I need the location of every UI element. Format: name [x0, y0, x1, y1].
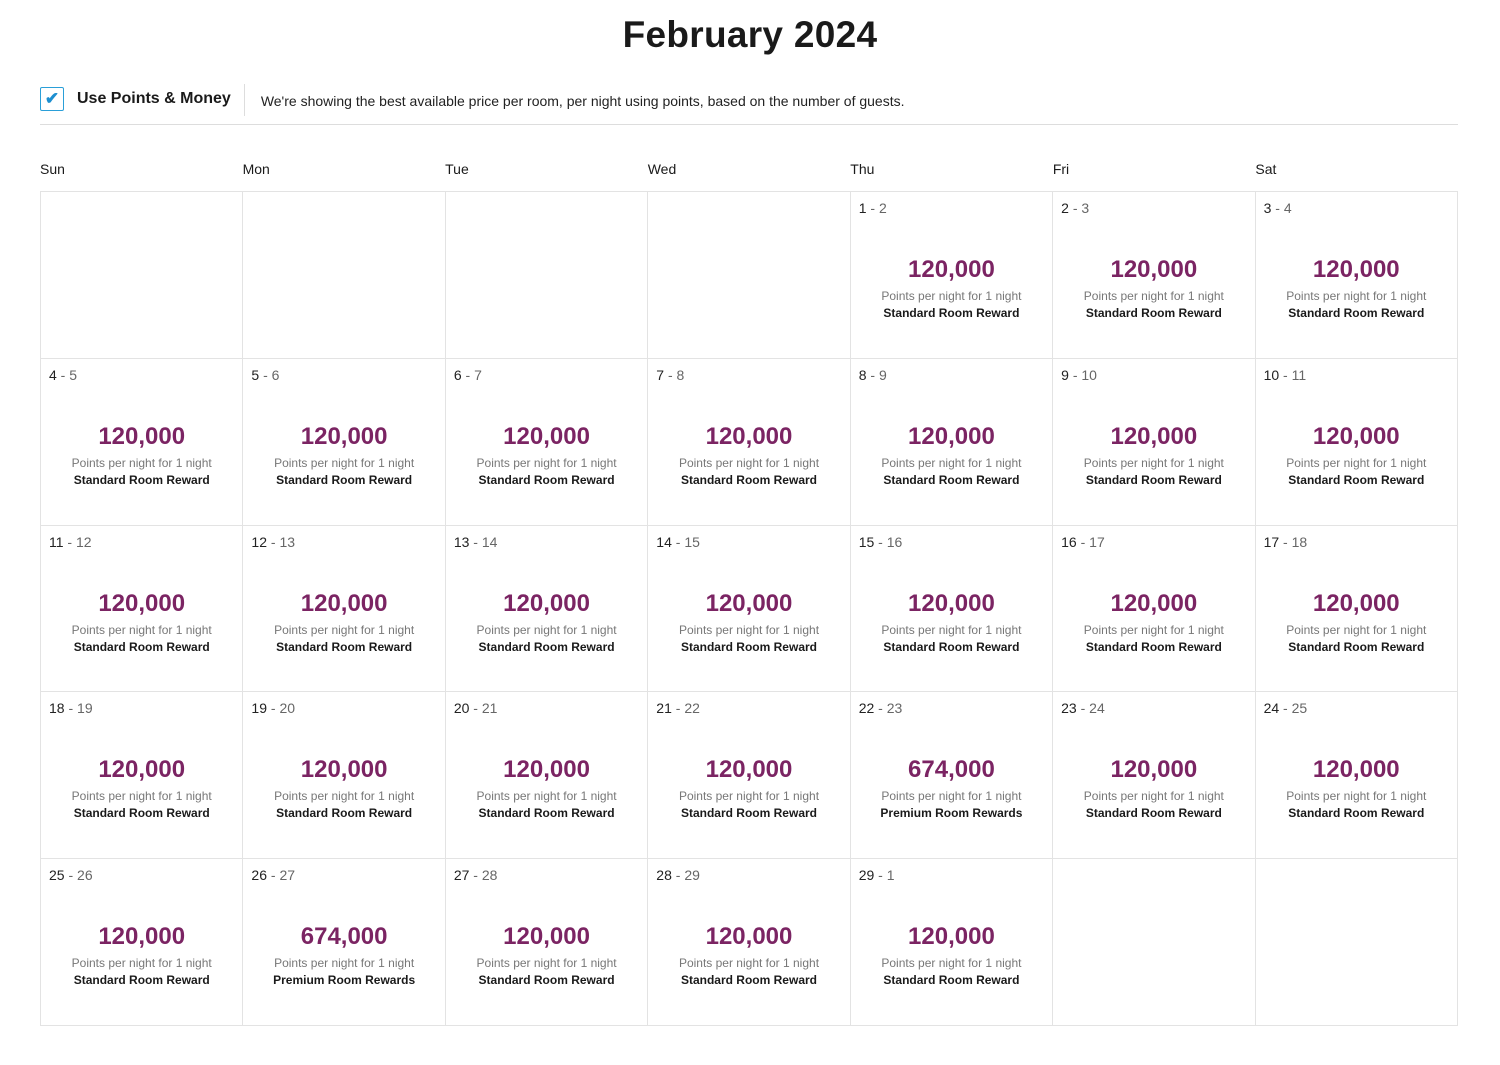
day-cell[interactable]: [243, 359, 445, 526]
date-separator: -: [1076, 533, 1090, 550]
per-night-label: Points per night for 1 night: [476, 455, 617, 470]
points-price: 120,000: [98, 756, 186, 784]
points-price: 120,000: [98, 589, 186, 617]
check-in-date: 18: [49, 700, 65, 717]
check-in-date: 26: [251, 867, 267, 884]
use-points-money-checkbox[interactable]: [40, 87, 64, 111]
date-range: [251, 367, 279, 383]
per-night-label: Points per night for 1 night: [881, 789, 1022, 804]
points-price: 674,000: [300, 923, 388, 951]
date-range: [49, 700, 93, 716]
weekday-tue: Tue: [445, 161, 469, 177]
date-range: [1264, 200, 1292, 216]
per-night-label: Points per night for 1 night: [1083, 289, 1224, 303]
check-out-date: 24: [1089, 700, 1105, 717]
weekday-thu: Thu: [850, 161, 875, 177]
check-in-date: 3: [1263, 200, 1272, 216]
reward-type: Standard Room Reward: [1085, 806, 1222, 821]
check-out-date: 12: [76, 533, 92, 550]
points-price: 120,000: [503, 756, 590, 784]
per-night-label: Points per night for 1 night: [1286, 622, 1427, 637]
date-separator: -: [469, 533, 482, 550]
reward-type: Standard Room Reward: [680, 472, 817, 487]
reward-type: Standard Room Reward: [883, 973, 1020, 988]
check-in-date: 14: [656, 533, 672, 550]
date-separator: -: [866, 366, 879, 383]
points-price: 120,000: [908, 923, 995, 951]
points-price: 120,000: [503, 422, 590, 450]
reward-type: Standard Room Reward: [680, 806, 817, 821]
date-range: [454, 700, 498, 716]
date-range: [454, 867, 498, 883]
points-price: 120,000: [503, 589, 590, 617]
check-out-date: 22: [684, 700, 700, 717]
per-night-label: Points per night for 1 night: [274, 789, 415, 804]
weekday-header: [40, 161, 1458, 177]
reward-type: Standard Room Reward: [73, 806, 210, 821]
date-range: [1061, 367, 1097, 383]
per-night-label: Points per night for 1 night: [71, 622, 212, 637]
date-separator: -: [874, 867, 887, 884]
date-separator: -: [671, 867, 685, 884]
per-night-label: Points per night for 1 night: [881, 289, 1022, 303]
reward-type: Standard Room Reward: [276, 639, 413, 654]
day-cell[interactable]: [1053, 692, 1255, 859]
per-night-label: Points per night for 1 night: [476, 956, 617, 971]
day-cell[interactable]: [41, 359, 243, 526]
date-range: [1061, 700, 1105, 716]
date-range: [454, 534, 498, 550]
day-cell[interactable]: [851, 859, 1053, 1026]
day-cell[interactable]: [41, 859, 243, 1026]
reward-type: Standard Room Reward: [478, 973, 615, 988]
reward-type: Standard Room Reward: [276, 806, 413, 821]
date-separator: -: [1068, 366, 1082, 383]
calendar-grid: [40, 191, 1458, 1026]
check-in-date: 11: [49, 533, 64, 550]
day-cell[interactable]: [446, 359, 648, 526]
day-cell[interactable]: [446, 526, 648, 693]
reward-type: Premium Room Rewards: [880, 806, 1023, 821]
per-night-label: Points per night for 1 night: [476, 789, 617, 804]
reward-type: Premium Room Rewards: [273, 973, 416, 988]
date-range: [49, 867, 93, 883]
date-separator: -: [874, 700, 887, 717]
per-night-label: Points per night for 1 night: [71, 789, 212, 804]
reward-type: Standard Room Reward: [680, 973, 817, 988]
per-night-label: Points per night for 1 night: [1083, 455, 1224, 470]
points-money-toggle-bar: [40, 84, 1458, 125]
check-out-date: 29: [684, 867, 700, 884]
day-cell[interactable]: [851, 192, 1053, 359]
per-night-label: Points per night for 1 night: [71, 455, 212, 470]
day-cell[interactable]: [1053, 526, 1255, 693]
reward-type: Standard Room Reward: [478, 639, 615, 654]
per-night-label: Points per night for 1 night: [274, 622, 415, 637]
check-in-date: 1: [858, 200, 867, 216]
day-cell[interactable]: [243, 859, 445, 1026]
date-separator: -: [874, 533, 887, 550]
check-in-date: 25: [49, 867, 65, 884]
points-price: 120,000: [1110, 256, 1198, 283]
date-separator: -: [469, 700, 482, 717]
date-range: [859, 367, 887, 383]
check-out-date: 17: [1089, 533, 1105, 550]
day-cell[interactable]: [1256, 192, 1458, 359]
pricing-note: We're showing the best available price per room, per night using points, based on the number of guests.: [260, 93, 905, 109]
per-night-label: Points per night for 1 night: [1286, 289, 1427, 303]
check-out-date: 8: [676, 366, 685, 383]
date-range: [656, 534, 700, 550]
check-out-date: 23: [886, 700, 903, 717]
per-night-label: Points per night for 1 night: [881, 455, 1022, 470]
date-separator: -: [461, 366, 475, 383]
check-out-date: 28: [481, 867, 498, 884]
check-out-date: 15: [684, 533, 700, 550]
date-range: [1061, 534, 1105, 550]
per-night-label: Points per night for 1 night: [881, 956, 1022, 971]
reward-type: Standard Room Reward: [276, 472, 413, 487]
date-separator: -: [664, 366, 677, 383]
check-out-date: 26: [77, 867, 93, 884]
date-separator: -: [671, 533, 685, 550]
points-price: 120,000: [908, 256, 995, 283]
check-in-date: 21: [656, 700, 672, 717]
points-price: 120,000: [705, 589, 793, 617]
day-cell[interactable]: [1053, 192, 1255, 359]
points-price: 120,000: [1110, 589, 1198, 617]
check-out-date: 25: [1291, 700, 1308, 717]
date-separator: -: [64, 867, 78, 884]
date-range: [1264, 700, 1308, 716]
date-range: [656, 867, 700, 883]
day-cell[interactable]: [648, 859, 850, 1026]
check-in-date: 23: [1061, 700, 1077, 717]
day-cell[interactable]: [41, 692, 243, 859]
check-out-date: 4: [1283, 200, 1292, 216]
check-in-date: 9: [1061, 366, 1069, 383]
day-cell[interactable]: [851, 526, 1053, 693]
day-cell[interactable]: [1256, 526, 1458, 693]
divider: [244, 84, 245, 116]
check-in-date: 29: [858, 867, 875, 884]
check-out-date: 7: [474, 366, 482, 383]
check-in-date: 2: [1061, 200, 1069, 216]
empty-day-cell: [1256, 859, 1458, 1026]
day-cell[interactable]: [1053, 359, 1255, 526]
per-night-label: Points per night for 1 night: [476, 622, 617, 637]
date-separator: -: [267, 700, 280, 717]
date-separator: -: [1279, 366, 1292, 383]
date-separator: -: [259, 366, 272, 383]
points-price: 120,000: [908, 589, 995, 617]
day-cell[interactable]: [851, 692, 1053, 859]
check-in-date: 22: [858, 700, 875, 717]
check-out-date: 19: [77, 700, 93, 717]
check-in-date: 4: [49, 366, 57, 383]
points-price: 120,000: [300, 589, 388, 617]
day-cell[interactable]: [243, 692, 445, 859]
date-separator: -: [1279, 700, 1292, 717]
day-cell[interactable]: [1256, 359, 1458, 526]
reward-type: Standard Room Reward: [73, 472, 210, 487]
reward-type: Standard Room Reward: [1288, 306, 1425, 320]
check-in-date: 12: [251, 533, 267, 550]
reward-type: Standard Room Reward: [883, 306, 1020, 320]
per-night-label: Points per night for 1 night: [678, 956, 820, 971]
date-separator: -: [63, 533, 76, 550]
check-in-date: 20: [453, 700, 470, 717]
empty-day-cell: [446, 192, 648, 359]
check-in-date: 28: [656, 867, 672, 884]
points-price: 120,000: [705, 422, 793, 450]
check-out-date: 10: [1081, 366, 1097, 383]
check-in-date: 5: [251, 366, 260, 383]
points-price: 674,000: [908, 756, 995, 784]
check-in-date: 7: [656, 366, 665, 383]
check-out-date: 2: [878, 200, 887, 216]
day-cell[interactable]: [1256, 692, 1458, 859]
weekday-sun: Sun: [40, 161, 65, 177]
reward-type: Standard Room Reward: [883, 472, 1020, 487]
per-night-label: Points per night for 1 night: [274, 956, 415, 971]
per-night-label: Points per night for 1 night: [274, 455, 415, 470]
check-out-date: 20: [279, 700, 296, 717]
day-cell[interactable]: [851, 359, 1053, 526]
date-range: [859, 700, 903, 716]
date-separator: -: [671, 700, 685, 717]
per-night-label: Points per night for 1 night: [678, 455, 820, 470]
check-in-date: 19: [251, 700, 267, 717]
reward-type: Standard Room Reward: [1085, 306, 1222, 320]
check-out-date: 27: [279, 867, 296, 884]
per-night-label: Points per night for 1 night: [1286, 789, 1427, 804]
points-price: 120,000: [1312, 756, 1400, 784]
day-cell[interactable]: [446, 859, 648, 1026]
date-separator: -: [267, 533, 280, 550]
date-range: [1264, 367, 1307, 383]
date-separator: -: [64, 700, 78, 717]
check-in-date: 6: [453, 366, 462, 383]
reward-type: Standard Room Reward: [73, 973, 210, 988]
points-price: 120,000: [1312, 589, 1400, 617]
date-range: [859, 534, 903, 550]
day-cell[interactable]: [648, 692, 850, 859]
day-cell[interactable]: [648, 526, 850, 693]
weekday-wed: Wed: [647, 161, 677, 177]
weekday-mon: Mon: [242, 161, 270, 177]
date-separator: -: [267, 867, 280, 884]
date-range: [1061, 200, 1089, 216]
check-in-date: 13: [453, 533, 470, 550]
points-price: 120,000: [705, 756, 793, 784]
points-price: 120,000: [300, 756, 388, 784]
reward-type: Standard Room Reward: [1085, 472, 1222, 487]
date-range: [656, 367, 684, 383]
points-price: 120,000: [98, 422, 186, 450]
date-separator: -: [1076, 700, 1090, 717]
date-separator: -: [469, 867, 482, 884]
date-range: [656, 700, 700, 716]
check-in-date: 27: [453, 867, 470, 884]
date-range: [454, 367, 482, 383]
check-out-date: 16: [886, 533, 903, 550]
reward-type: Standard Room Reward: [478, 806, 615, 821]
check-in-date: 17: [1263, 533, 1280, 550]
date-separator: -: [1271, 200, 1284, 216]
reward-type: Standard Room Reward: [1085, 639, 1222, 654]
points-price: 120,000: [300, 422, 388, 450]
points-price: 120,000: [1110, 422, 1198, 450]
date-range: [251, 534, 295, 550]
reward-type: Standard Room Reward: [883, 639, 1020, 654]
date-separator: -: [1279, 533, 1292, 550]
per-night-label: Points per night for 1 night: [881, 622, 1022, 637]
check-out-date: 11: [1291, 366, 1307, 383]
use-points-money-label[interactable]: Use Points & Money: [77, 90, 231, 107]
day-cell[interactable]: [243, 526, 445, 693]
points-price: 120,000: [98, 923, 186, 951]
reward-type: Standard Room Reward: [1288, 639, 1425, 654]
check-in-date: 16: [1061, 533, 1077, 550]
check-out-date: 9: [878, 366, 887, 383]
date-range: [49, 534, 92, 550]
check-out-date: 5: [69, 366, 78, 383]
check-in-date: 8: [858, 366, 867, 383]
check-out-date: 1: [886, 867, 895, 884]
check-out-date: 14: [481, 533, 498, 550]
per-night-label: Points per night for 1 night: [1083, 789, 1224, 804]
points-price: 120,000: [908, 422, 995, 450]
points-price: 120,000: [503, 923, 590, 951]
check-out-date: 6: [271, 366, 280, 383]
weekday-fri: Fri: [1052, 161, 1070, 177]
per-night-label: Points per night for 1 night: [1286, 455, 1427, 470]
per-night-label: Points per night for 1 night: [678, 622, 820, 637]
date-range: [49, 367, 77, 383]
date-separator: -: [56, 366, 70, 383]
empty-day-cell: [1053, 859, 1255, 1026]
date-separator: -: [866, 200, 879, 216]
reward-type: Standard Room Reward: [478, 472, 615, 487]
date-range: [1264, 534, 1308, 550]
per-night-label: Points per night for 1 night: [678, 789, 820, 804]
empty-day-cell: [41, 192, 243, 359]
check-out-date: 18: [1291, 533, 1308, 550]
month-title: February 2024: [622, 14, 878, 55]
reward-type: Standard Room Reward: [73, 639, 210, 654]
points-price: 120,000: [705, 923, 793, 951]
date-range: [251, 867, 295, 883]
day-cell[interactable]: [446, 692, 648, 859]
empty-day-cell: [243, 192, 445, 359]
reward-type: Standard Room Reward: [680, 639, 817, 654]
reward-type: Standard Room Reward: [1288, 806, 1425, 821]
points-price: 120,000: [1110, 756, 1198, 784]
per-night-label: Points per night for 1 night: [1083, 622, 1224, 637]
weekday-sat: Sat: [1255, 161, 1277, 177]
per-night-label: Points per night for 1 night: [71, 956, 212, 971]
check-in-date: 24: [1263, 700, 1280, 717]
points-price: 120,000: [1312, 422, 1400, 450]
date-range: [859, 867, 895, 883]
check-out-date: 21: [481, 700, 498, 717]
date-range: [859, 200, 887, 216]
check-out-date: 3: [1081, 200, 1090, 216]
reward-type: Standard Room Reward: [1288, 472, 1425, 487]
date-range: [251, 700, 295, 716]
date-separator: -: [1068, 200, 1082, 216]
check-out-date: 13: [279, 533, 296, 550]
empty-day-cell: [648, 192, 850, 359]
check-in-date: 15: [858, 533, 875, 550]
points-price: 120,000: [1312, 256, 1400, 283]
checkmark-icon: ✔: [44, 89, 60, 108]
day-cell[interactable]: [41, 526, 243, 693]
check-in-date: 10: [1263, 366, 1280, 383]
day-cell[interactable]: [648, 359, 850, 526]
